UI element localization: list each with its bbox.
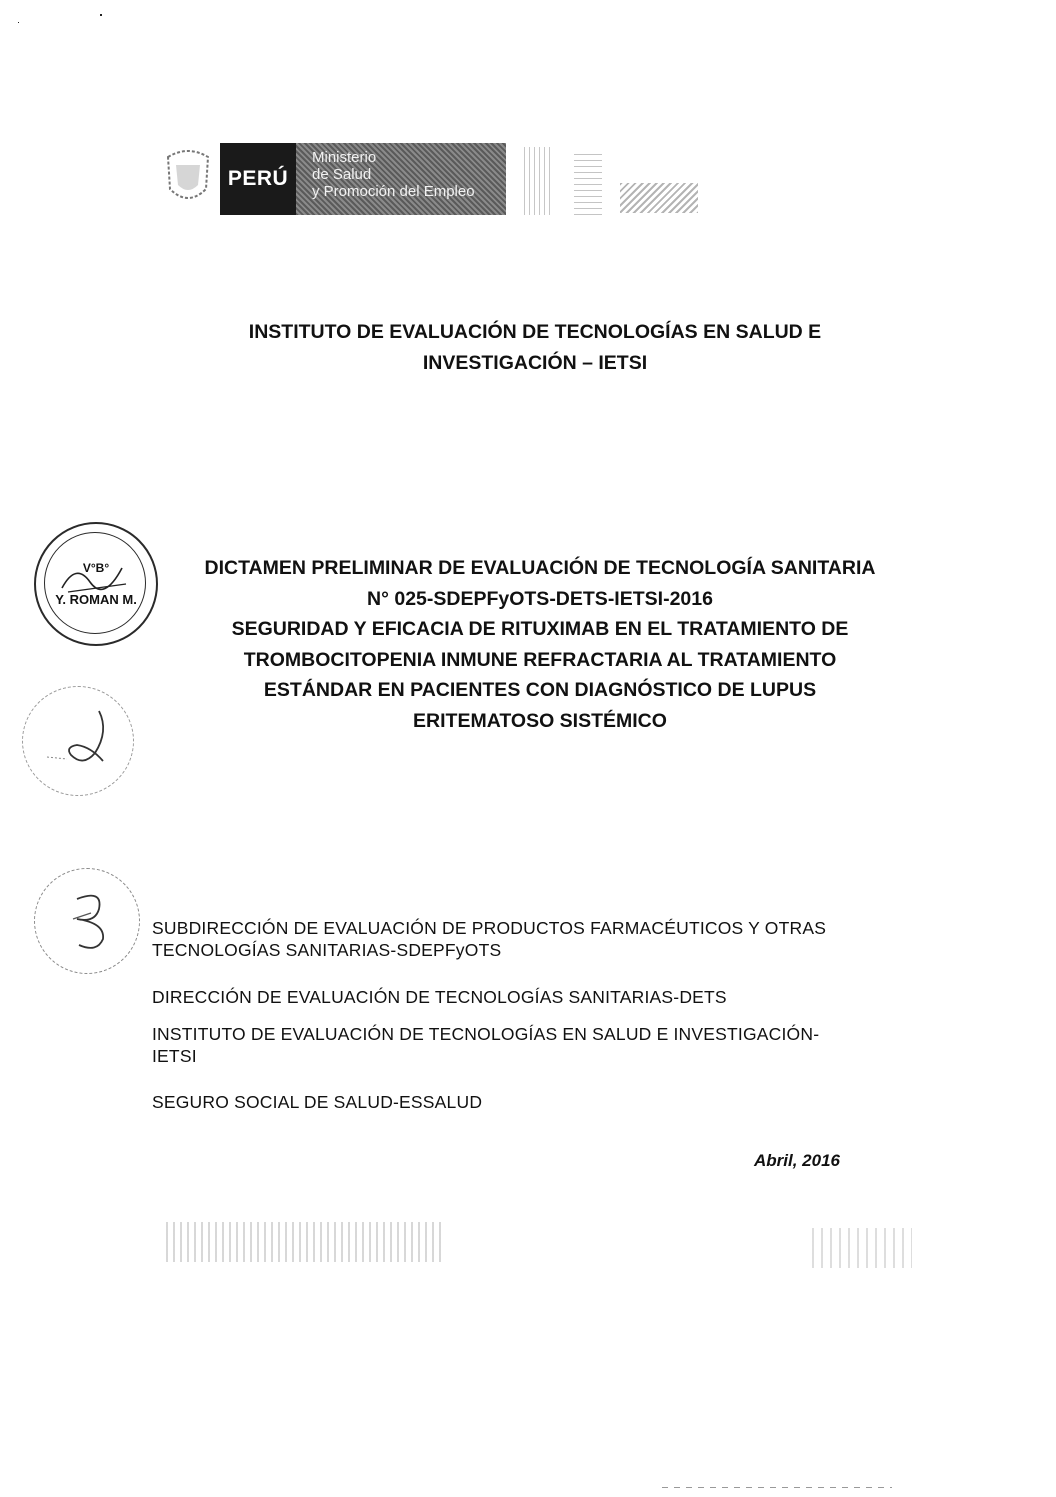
ministry-line: de Salud xyxy=(312,166,372,183)
faded-stamp xyxy=(22,686,134,796)
institute-title-line: INVESTIGACIÓN – IETSI xyxy=(422,352,648,374)
subdireccion xyxy=(152,917,932,961)
faded-stamp xyxy=(34,868,140,974)
dictamen-line: N° 025-SDEPFyOTS-DETS-IETSI-2016 xyxy=(367,587,713,610)
direccion: DIRECCIÓN DE EVALUACIÓN DE TECNOLOGÍAS SANITARIAS-DETS xyxy=(152,987,727,1007)
signature-icon xyxy=(47,883,127,959)
bottom-divider xyxy=(662,1487,892,1488)
instituto-line: INSTITUTO DE EVALUACIÓN DE TECNOLOGÍAS EN SALUD E INVESTIGACIÓN- xyxy=(152,1024,820,1044)
dictamen-line: DICTAMEN PRELIMINAR DE EVALUACIÓN DE TECNOLOGÍA SANITARIA xyxy=(204,557,876,579)
subdireccion-line: SUBDIRECCIÓN DE EVALUACIÓN DE PRODUCTOS FARMACÉUTICOS Y OTRAS xyxy=(152,918,827,938)
dictamen-title xyxy=(140,553,940,736)
dictamen-line: ERITEMATOSO SISTÉMICO xyxy=(413,709,667,732)
document-date: Abril, 2016 xyxy=(754,1151,840,1170)
stamp-text xyxy=(36,524,156,644)
stamp-name: Y. ROMAN M. xyxy=(55,592,137,607)
peru-badge: PERÚ xyxy=(220,143,296,215)
instituto xyxy=(152,1023,932,1067)
scan-speck xyxy=(100,14,102,16)
signature-icon xyxy=(37,701,121,781)
institute-title xyxy=(120,317,950,379)
scan-speck xyxy=(18,22,19,23)
scan-noise xyxy=(620,183,698,213)
dictamen-line: ESTÁNDAR EN PACIENTES CON DIAGNÓSTICO DE LUPUS xyxy=(263,679,817,701)
ministry-line: y Promoción del Empleo xyxy=(312,183,475,200)
scan-noise xyxy=(524,147,554,215)
ministry-line: Ministerio xyxy=(312,149,377,166)
dictamen-line: TROMBOCITOPENIA INMUNE REFRACTARIA AL TRATAMIENTO xyxy=(243,648,837,671)
ministry-logo xyxy=(162,143,702,219)
coat-of-arms-icon xyxy=(162,147,214,209)
faded-essalud-logo xyxy=(166,1222,446,1262)
faded-ietsi-logo xyxy=(812,1228,912,1268)
subdireccion-line: TECNOLOGÍAS SANITARIAS-SDEPFyOTS xyxy=(152,940,502,960)
instituto-line: IETSI xyxy=(152,1046,197,1066)
stamp-vb: V°B° xyxy=(82,561,110,575)
dictamen-line: SEGURIDAD Y EFICACIA DE RITUXIMAB EN EL TRATAMIENTO DE xyxy=(231,618,849,640)
ministry-label xyxy=(296,143,506,215)
seguro-social: SEGURO SOCIAL DE SALUD-ESSALUD xyxy=(152,1092,483,1112)
institute-title-line: INSTITUTO DE EVALUACIÓN DE TECNOLOGÍAS EN SALUD E xyxy=(248,321,822,343)
scan-noise xyxy=(574,149,602,215)
